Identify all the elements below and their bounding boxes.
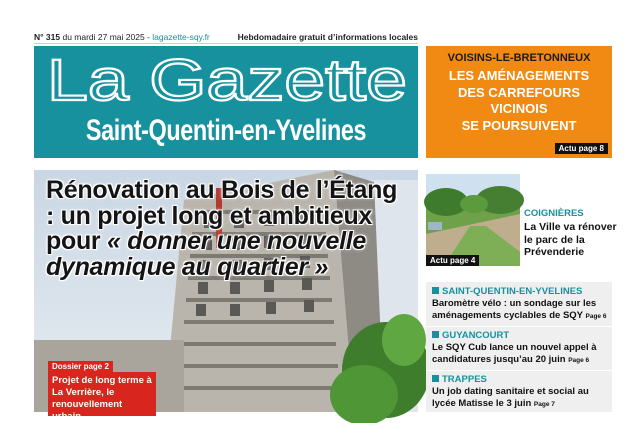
masthead-subtitle: Saint-Quentin-en-Yvelines <box>85 114 367 147</box>
park-photo <box>426 174 520 266</box>
masthead <box>34 46 418 158</box>
masthead-title-text: La Gazette <box>47 48 407 113</box>
divider <box>426 370 612 371</box>
issue-number: N° 315 <box>34 32 61 42</box>
briefs-panel <box>426 282 612 412</box>
side-story-photo[interactable] <box>426 174 520 266</box>
brief-page-ref: Page 6 <box>568 357 590 364</box>
square-bullet-icon <box>432 331 439 338</box>
dossier-teaser[interactable]: Projet de long terme à La Verrière, le renouvellement urbain <box>48 372 156 416</box>
issue-date: du mardi 27 mai 2025 <box>62 32 145 42</box>
brief-item[interactable]: GUYANCOURT Le SQY Cub lance un nouvel appel à candidatures jusqu’au 20 juin Page 6 <box>432 330 597 365</box>
issue-info-bar: N° 315 du mardi 27 mai 2025 - lagazette-sqy.fr Hebdomadaire gratuit d’informations locales <box>34 32 418 42</box>
divider <box>426 326 612 327</box>
side-story-page-ref[interactable]: Actu page 4 <box>426 255 479 266</box>
tagline: Hebdomadaire gratuit d’informations locales <box>237 32 418 42</box>
brief-page-ref: Page 6 <box>585 313 607 320</box>
masthead-logo <box>42 48 412 113</box>
brief-item[interactable]: SAINT-QUENTIN-EN-YVELINES Baromètre vélo : un sondage sur les aménagements cyclables de SQY Page 6 <box>432 286 607 321</box>
masthead-title <box>42 48 412 113</box>
side-story[interactable] <box>524 208 624 259</box>
side-story-kicker: COIGNIÈRES <box>524 208 584 219</box>
square-bullet-icon <box>432 375 439 382</box>
square-bullet-icon <box>432 287 439 294</box>
hero-story[interactable] <box>34 170 418 422</box>
brief-item[interactable]: TRAPPES Un job dating sanitaire et social au lycée Matisse le 3 juin Page 7 <box>432 374 589 409</box>
brief-page-ref: Page 7 <box>533 401 555 408</box>
promo-title: LES AMÉNAGEMENTS DES CARREFOURS VICINOIS SE POURSUIVENT <box>448 68 590 133</box>
promo-kicker: VOISINS-LE-BRETONNEUX <box>447 52 591 64</box>
website-link[interactable]: lagazette-sqy.fr <box>152 32 210 42</box>
promo-page-ref[interactable]: Actu page 8 <box>555 143 608 154</box>
side-story-title: La Ville va rénover le parc de la Prévenderie <box>524 221 617 258</box>
promo-box[interactable] <box>426 46 612 158</box>
hero-headline[interactable]: Rénovation au Bois de l’Étang : un projet long et ambitieux pour « donner une nouvelle dynamique au quartier » <box>46 176 398 281</box>
dossier-page-ref[interactable]: Dossier page 2 <box>48 361 113 372</box>
